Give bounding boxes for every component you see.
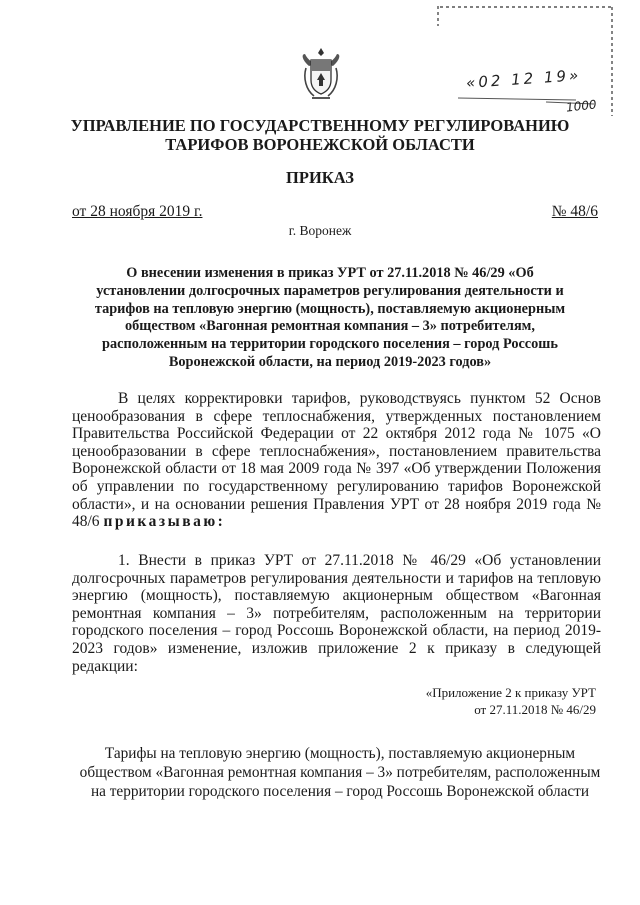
preamble-paragraph [72,390,601,531]
tariff-title [60,744,620,801]
stamp-number: 1000 [565,97,598,115]
org-line-1: УПРАВЛЕНИЕ ПО ГОСУДАРСТВЕННОМУ РЕГУЛИРОВАНИЮ [70,116,570,135]
organization-name [0,116,640,154]
decree-word: приказываю: [103,513,226,531]
order-date: от 28 ноября 2019 г. [72,203,203,220]
org-line-2: ТАРИФОВ ВОРОНЕЖСКОЙ ОБЛАСТИ [165,135,475,154]
appendix-line-1: «Приложение 2 к приказу УРТ [425,685,596,700]
coat-of-arms-emblem [300,46,342,104]
order-subject: О внесении изменения в приказ УРТ от 27.11.2018 № 46/29 «Об установлении долгосрочных параметров регулирования деятельности и тарифов на тепловую энергию (мощность), поставляемую акционерным обществом «Вагонная ремонтная компания – 3» потребителям, расположенным на территории городского поселения – город Россошь Воронежской области, на период 2019-2023 годов» [94,265,566,370]
tariff-title-line-2: обществом «Вагонная ремонтная компания – 3» потребителям, расположенным [79,764,601,781]
order-number: № 48/6 [551,203,598,220]
tariff-title-line-1: Тарифы на тепловую энергию (мощность), поставляемую акционерным [104,745,576,762]
city: г. Воронеж [288,223,352,238]
appendix-reference [426,684,596,718]
tariff-title-line-3: на территории городского поселения – город Россошь Воронежской области [90,783,590,800]
preamble-text: В целях корректировки тарифов, руководствуясь пунктом 52 Основ ценообразования в сфере теплоснабжения, утвержденных постановлением Правительства Российской Федерации от 22 октября 2012 года № 1075 «О ценообразовании в сфере теплоснабжения», постановлением правительства Воронежской области от 18 мая 2009 года № 397 «Об утверждении Положения об управлении по государственному регулированию тарифов Воронежской области», и на основании решения Правления УРТ от 28 ноября 2019 года № 48/6 [72,390,601,531]
item-1-paragraph: 1. Внести в приказ УРТ от 27.11.2018 № 46/29 «Об установлении долгосрочных параметров регулирования деятельности и тарифов на тепловую энергию (мощность), поставляемую акционерным обществом «Вагонная ремонтная компания – 3» потребителям, расположенным на территории городского поселения – город Россошь Воронежской области, на период 2019-2023 годов» изменение, изложив приложение 2 к приказу в следующей редакции: [72,552,601,675]
stamp-date: «02 12 19» [465,66,582,92]
document-type: ПРИКАЗ [286,168,354,187]
appendix-line-2: от 27.11.2018 № 46/29 [474,702,596,717]
